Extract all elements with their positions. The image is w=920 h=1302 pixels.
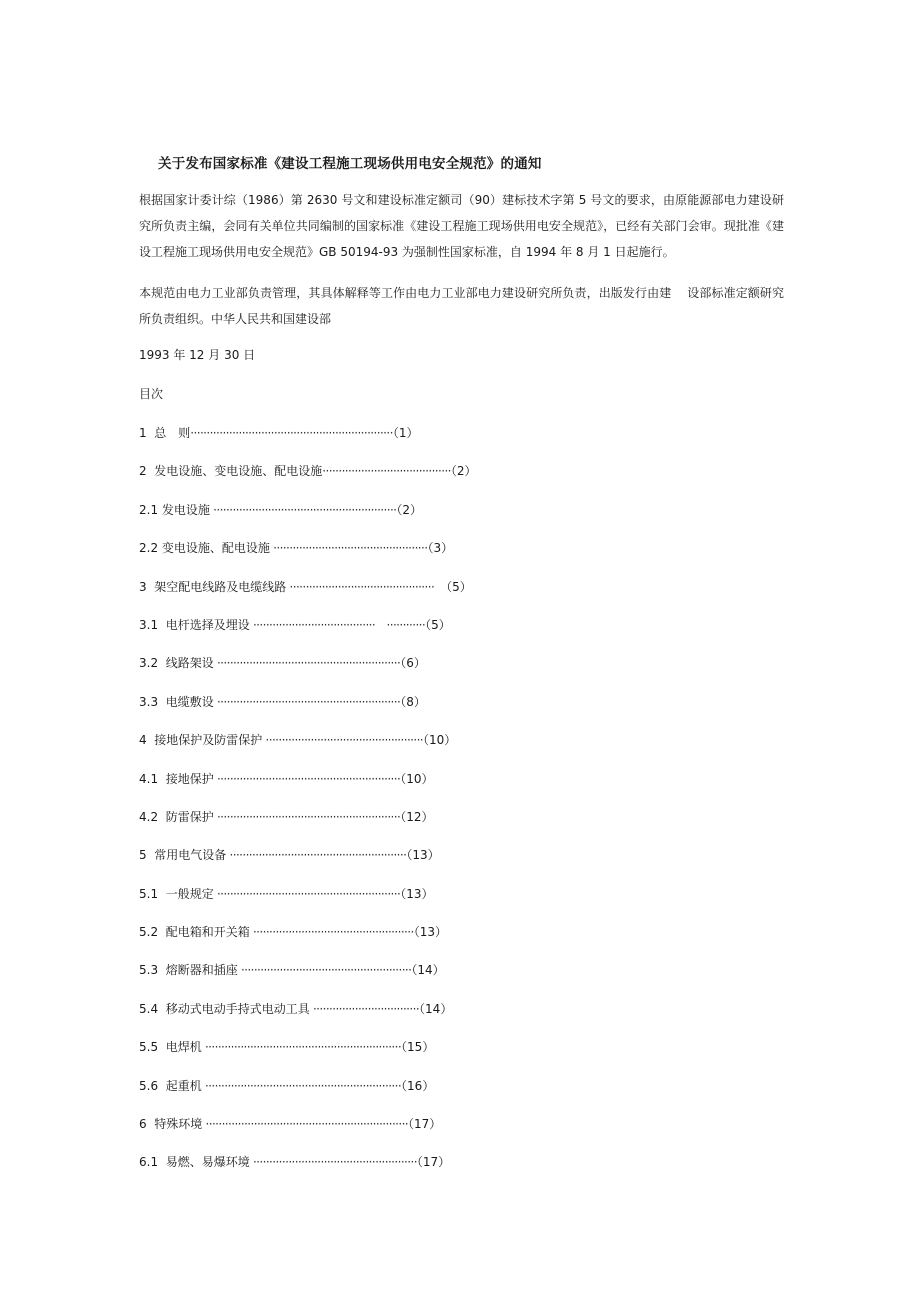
toc-entry <box>139 769 477 807</box>
toc-entry-number: 5.6 <box>139 1078 159 1093</box>
toc-entry-title: 发电设施、变电设施、配电设施 <box>154 464 323 479</box>
toc-entry-page: （17） <box>408 1117 442 1132</box>
toc-entry-number: 5.1 <box>139 886 159 901</box>
table-of-contents <box>139 423 477 1191</box>
toc-entry-page: （8） <box>400 694 426 709</box>
toc-entry-title: 移动式电动手持式电动工具 <box>165 1001 310 1016</box>
toc-leader-dots: ······································ ············ <box>249 617 426 632</box>
toc-entry-title: 常用电气设备 <box>154 848 227 863</box>
toc-entry <box>139 999 477 1037</box>
toc-entry-number: 2 <box>139 464 147 479</box>
toc-entry-title: 接地保护及防雷保护 <box>154 733 263 748</box>
toc-entry-title: 接地保护 <box>165 771 214 786</box>
toc-entry-title: 特殊环境 <box>154 1117 203 1132</box>
toc-leader-dots: ························································· <box>213 809 401 824</box>
toc-entry-page: （12） <box>400 809 434 824</box>
notice-paragraph-2: 本规范由电力工业部负责管理，其具体解释等工作由电力工业部电力建设研究所负责，出版发行由建 设部标准定额研究所负责组织。中华人民共和国建设部 <box>139 286 784 326</box>
toc-entry-number: 5.2 <box>139 925 159 940</box>
toc-entry <box>139 807 477 845</box>
toc-leader-dots: ················································· <box>262 733 424 748</box>
toc-entry <box>139 1152 477 1190</box>
toc-entry-title: 起重机 <box>165 1078 202 1093</box>
toc-entry <box>139 922 477 960</box>
toc-entry-title: 一般规定 <box>165 886 214 901</box>
toc-entry-page: （13） <box>406 848 440 863</box>
toc-leader-dots: ······························································· <box>202 1117 409 1132</box>
toc-entry <box>139 730 477 768</box>
toc-entry-title: 线路架设 <box>165 656 214 671</box>
toc-entry-page: （1） <box>392 426 419 440</box>
notice-date: 1993 年 12 月 30 日 <box>139 348 256 362</box>
toc-entry-page: （5） <box>434 579 472 594</box>
toc-entry-page: （10） <box>400 771 434 786</box>
toc-entry-number: 5.4 <box>139 1001 159 1016</box>
toc-leader-dots: ······························································· <box>190 426 393 440</box>
toc-leader-dots: ············································· <box>286 579 435 594</box>
toc-leader-dots: ····························································· <box>201 1078 402 1093</box>
toc-leader-dots: ································· <box>309 1001 420 1016</box>
toc-entry-number: 2.1 <box>139 502 159 517</box>
toc-leader-dots: ······················································· <box>226 848 407 863</box>
toc-entry-title: 防雷保护 <box>165 809 214 824</box>
toc-entry <box>139 692 477 730</box>
toc-leader-dots: ························································· <box>213 656 401 671</box>
toc-entry-page: （2） <box>396 502 423 517</box>
toc-entry-title: 易燃、易爆环境 <box>165 1155 250 1170</box>
toc-leader-dots: ························································· <box>213 886 401 901</box>
toc-entry-page: （15） <box>401 1040 435 1055</box>
toc-entry <box>139 845 477 883</box>
toc-entry <box>139 423 477 461</box>
toc-entry-page: （14） <box>411 963 445 978</box>
toc-leader-dots: ·················································· <box>249 925 414 940</box>
toc-entry <box>139 461 477 499</box>
toc-entry-page: （13） <box>413 925 447 940</box>
toc-entry-title: 架空配电线路及电缆线路 <box>154 579 287 594</box>
toc-entry-number: 4.1 <box>139 771 159 786</box>
toc-entry-page: （2） <box>450 464 477 479</box>
toc-entry-number: 5.3 <box>139 963 159 978</box>
toc-entry-number: 6.1 <box>139 1155 159 1170</box>
toc-entry-page: （13） <box>400 886 434 901</box>
toc-leader-dots: ········································ <box>322 464 451 479</box>
toc-entry-number: 2.2 <box>139 541 159 556</box>
toc-entry <box>139 615 477 653</box>
toc-leader-dots: ··················································· <box>249 1155 417 1170</box>
toc-heading: 目次 <box>139 387 164 401</box>
toc-entry <box>139 500 477 538</box>
toc-entry-title: 配电箱和开关箱 <box>165 925 250 940</box>
toc-leader-dots: ························································· <box>213 694 401 709</box>
toc-entry-title: 总 则 <box>154 426 191 440</box>
toc-entry-number: 4.2 <box>139 809 159 824</box>
toc-entry-number: 3.1 <box>139 617 159 632</box>
toc-entry-page: （3） <box>427 541 454 556</box>
toc-leader-dots: ························································· <box>213 771 401 786</box>
toc-entry-page: （16） <box>401 1078 435 1093</box>
toc-entry-number: 3.3 <box>139 694 159 709</box>
toc-entry <box>139 538 477 576</box>
toc-entry <box>139 1114 477 1152</box>
toc-entry-number: 1 <box>139 426 147 440</box>
toc-entry-number: 3 <box>139 579 147 594</box>
toc-entry-number: 5.5 <box>139 1040 159 1055</box>
toc-entry <box>139 960 477 998</box>
toc-entry-title: 熔断器和插座 <box>165 963 238 978</box>
toc-leader-dots: ····························································· <box>201 1040 402 1055</box>
toc-leader-dots: ····················································· <box>237 963 412 978</box>
toc-entry-number: 4 <box>139 733 147 748</box>
toc-entry-number: 6 <box>139 1117 147 1132</box>
toc-entry <box>139 577 477 615</box>
toc-entry-title: 变电设施、配电设施 <box>161 541 270 556</box>
toc-entry-number: 5 <box>139 848 147 863</box>
toc-leader-dots: ························································· <box>209 502 397 517</box>
notice-title: 关于发布国家标准《建设工程施工现场供用电安全规范》的通知 <box>158 156 542 172</box>
notice-paragraph-1: 根据国家计委计综（1986）第 2630 号文和建设标准定额司（90）建标技术字第 5 号文的要求，由原能源部电力建设研究所负责主编，会同有关单位共同编制的国家标准《建设工程施工现场供用电安全规范》，已经有关部门会审。现批准《建设工程施工现场供用电安全规范》GB 50194-93 为强制性国家标准，自 1994 年 8 月 1 日起施行。 <box>139 193 784 259</box>
toc-entry-page: （17） <box>416 1155 451 1170</box>
toc-entry-title: 电缆敷设 <box>165 694 214 709</box>
toc-entry-page: （14） <box>419 1001 453 1016</box>
toc-entry <box>139 884 477 922</box>
toc-entry-page: （5） <box>425 617 451 632</box>
toc-entry <box>139 1076 477 1114</box>
toc-entry <box>139 653 477 691</box>
toc-entry-number: 3.2 <box>139 656 159 671</box>
toc-leader-dots: ················································ <box>269 541 428 556</box>
toc-entry-title: 发电设施 <box>161 502 210 517</box>
toc-entry <box>139 1037 477 1075</box>
toc-entry-title: 电杆选择及埋设 <box>165 617 250 632</box>
toc-entry-page: （6） <box>400 656 426 671</box>
toc-entry-page: （10） <box>423 733 457 748</box>
toc-entry-title: 电焊机 <box>165 1040 202 1055</box>
